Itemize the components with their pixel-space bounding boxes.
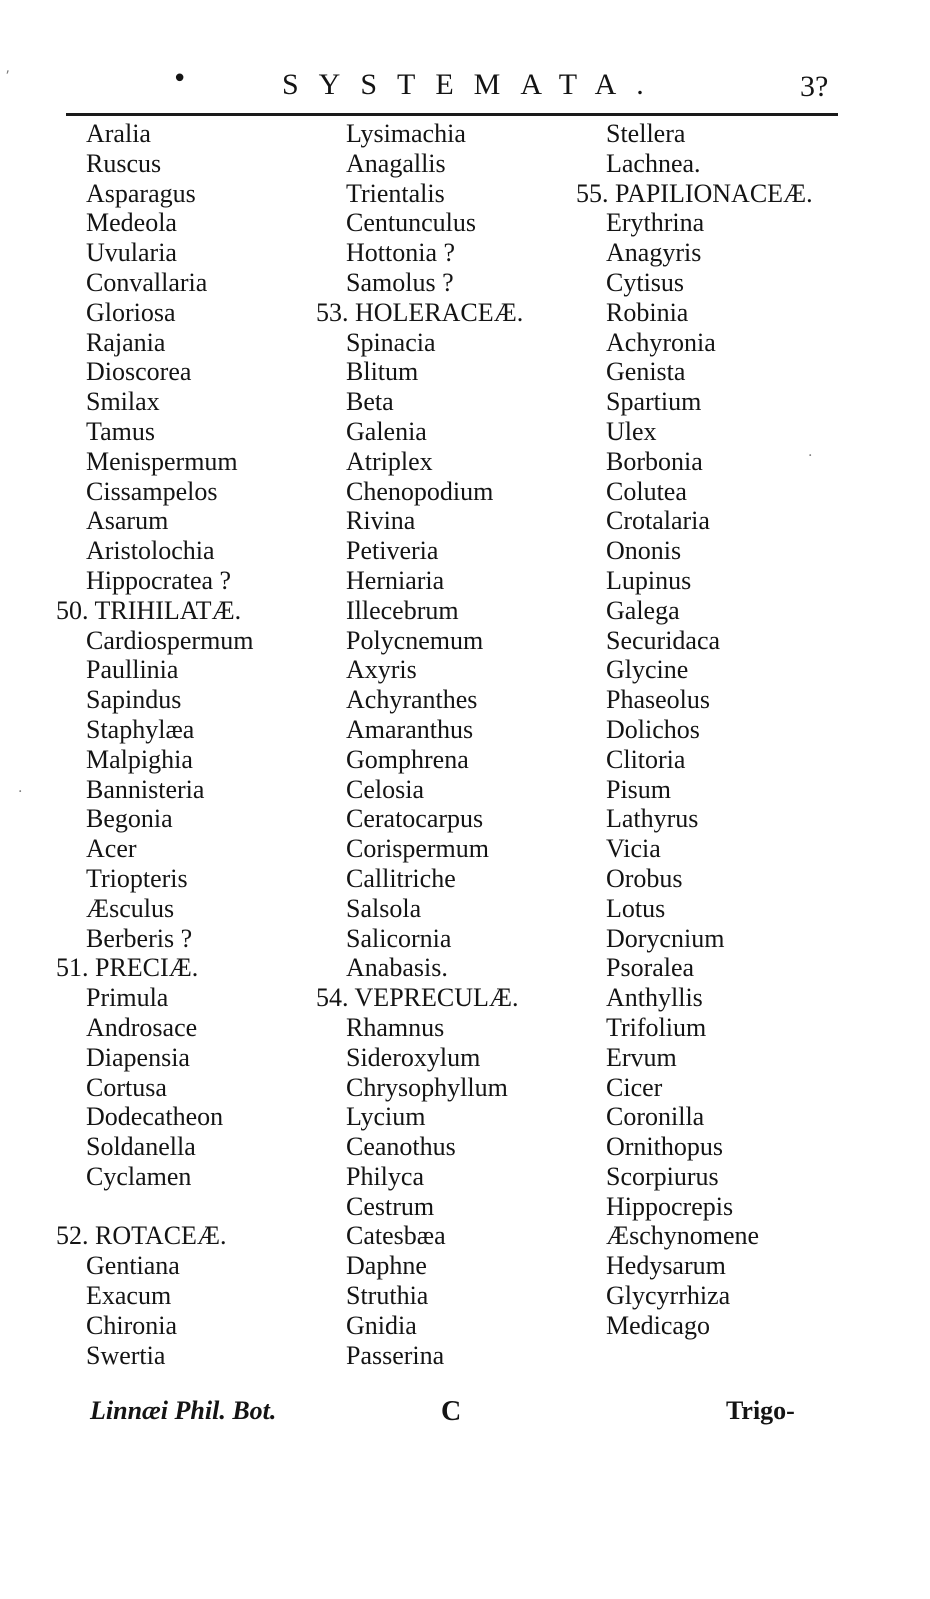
genus-name: Galenia: [346, 416, 427, 446]
genus-name: Petiveria: [346, 536, 439, 566]
page-number: 3?: [800, 70, 829, 103]
signature-title: Linnæi Phil. Bot.: [90, 1396, 277, 1425]
genus-name: Cissampelos: [86, 476, 218, 506]
genus-name: Centunculus: [346, 208, 476, 238]
genus-name: Æsculus: [86, 893, 175, 923]
genus-name: Herniaria: [346, 565, 445, 595]
genus-name: Dioscorea: [86, 357, 192, 387]
genus-name: Bannisteria: [86, 774, 205, 804]
genus-name: Rivina: [346, 506, 416, 536]
genus-name: Hippocratea ?: [86, 565, 232, 595]
genus-name: Dodecatheon: [86, 1102, 224, 1132]
genus-name: Corispermum: [346, 834, 489, 864]
genus-name: Hottonia ?: [346, 238, 456, 268]
genus-name: Robinia: [606, 297, 689, 327]
genus-name: Vicia: [606, 834, 661, 864]
order-heading: 50. TRIHILATÆ.: [56, 595, 242, 625]
genus-name: Lycium: [346, 1102, 426, 1132]
genus-name: Androsace: [86, 1012, 198, 1042]
genus-name: Dorycnium: [606, 923, 725, 953]
genus-name: Anagallis: [346, 148, 446, 178]
genus-name: Dolichos: [606, 714, 700, 744]
genus-name: Catesbæa: [346, 1221, 446, 1251]
genus-name: Colutea: [606, 476, 687, 506]
genus-name: Genista: [606, 357, 686, 387]
genus-name: Berberis ?: [86, 923, 193, 953]
genus-name: Æschynomene: [606, 1221, 760, 1251]
genus-column-2: [316, 119, 646, 1370]
genus-name: Chironia: [86, 1310, 177, 1340]
genus-name: Cortusa: [86, 1072, 167, 1102]
genus-name: Lathyrus: [606, 804, 699, 834]
genus-name: Sapindus: [86, 685, 182, 715]
paper-speck: ⸴: [6, 62, 10, 78]
genus-name: Lysimachia: [346, 119, 466, 148]
genus-name: Ulex: [606, 416, 657, 446]
genus-name: Malpighia: [86, 744, 193, 774]
signature-mark: C: [441, 1396, 462, 1427]
genus-name: Cestrum: [346, 1191, 435, 1221]
genus-column-3: [576, 119, 906, 1341]
genus-name: Securidaca: [606, 625, 721, 655]
genus-name: Cardiospermum: [86, 625, 254, 655]
genus-name: Coronilla: [606, 1102, 705, 1132]
genus-name: Ruscus: [86, 148, 162, 178]
genus-name: Blitum: [346, 357, 419, 387]
genus-name: Trientalis: [346, 178, 445, 208]
genus-name: Erythrina: [606, 208, 705, 238]
page-footer: [0, 1396, 930, 1436]
genus-name: Stellera: [606, 119, 686, 148]
genus-name: Salsola: [346, 893, 422, 923]
header-dot: •: [172, 64, 188, 94]
genus-name: Atriplex: [346, 446, 433, 476]
genus-name: Cicer: [606, 1072, 663, 1102]
genus-name: Ervum: [606, 1042, 677, 1072]
genus-name: Exacum: [86, 1281, 172, 1311]
genus-name: Trifolium: [606, 1012, 707, 1042]
genus-name: Tamus: [86, 416, 155, 446]
genus-name: Achyronia: [606, 327, 716, 357]
running-title: SYSTEMATA.: [282, 68, 664, 101]
genus-name: Smilax: [86, 387, 160, 417]
genus-name: Daphne: [346, 1251, 427, 1281]
genus-name: Paullinia: [86, 655, 179, 685]
genus-name: Cyclamen: [86, 1161, 192, 1191]
genus-name: Scorpiurus: [606, 1161, 719, 1191]
catchword: Trigo-: [726, 1396, 795, 1425]
genus-name: Aristolochia: [86, 536, 215, 566]
genus-name: Gnidia: [346, 1310, 417, 1340]
genus-name: Ornithopus: [606, 1132, 723, 1162]
genus-name: Gloriosa: [86, 297, 176, 327]
genus-name: Glycyrrhiza: [606, 1281, 731, 1311]
genus-name: Amaranthus: [346, 714, 474, 744]
paper-speck: ·: [18, 784, 23, 800]
genus-name: Ononis: [606, 536, 682, 566]
genus-name: Psoralea: [606, 953, 695, 983]
genus-name: Gomphrena: [346, 744, 469, 774]
genus-name: Crotalaria: [606, 506, 710, 536]
order-heading: 54. VEPRECULÆ.: [316, 983, 519, 1013]
genus-name: Anthyllis: [606, 983, 703, 1013]
genus-name: Lupinus: [606, 565, 692, 595]
running-header: [0, 64, 930, 110]
genus-name: Menispermum: [86, 446, 238, 476]
genus-name: Clitoria: [606, 744, 686, 774]
genus-name: Illecebrum: [346, 595, 459, 625]
genus-name: Beta: [346, 387, 394, 417]
header-rule: [66, 113, 838, 116]
genus-name: Rajania: [86, 327, 166, 357]
genus-name: Samolus ?: [346, 267, 454, 297]
genus-name: Lachnea.: [606, 148, 701, 178]
genus-name: Spinacia: [346, 327, 436, 357]
genus-name: Pisum: [606, 774, 672, 804]
genus-name: Callitriche: [346, 863, 456, 893]
order-heading: 53. HOLERACEÆ.: [316, 297, 524, 327]
genus-name: Orobus: [606, 863, 683, 893]
genus-name: Salicornia: [346, 923, 452, 953]
genus-name: Medeola: [86, 208, 177, 238]
order-heading: 55. PAPILIONACEÆ.: [576, 178, 813, 208]
genus-name: Aralia: [86, 119, 151, 148]
blank-line: [86, 1192, 386, 1222]
genus-name: Axyris: [346, 655, 417, 685]
genus-name: Gentiana: [86, 1251, 180, 1281]
genus-name: Medicago: [606, 1310, 710, 1340]
genus-name: Primula: [86, 983, 169, 1013]
genus-name: Anagyris: [606, 238, 702, 268]
genus-name: Diapensia: [86, 1042, 190, 1072]
genus-name: Begonia: [86, 804, 173, 834]
genus-name: Chrysophyllum: [346, 1072, 508, 1102]
genus-name: Uvularia: [86, 238, 177, 268]
genus-name: Swertia: [86, 1340, 166, 1370]
genus-name: Chenopodium: [346, 476, 494, 506]
genus-name: Achyranthes: [346, 685, 478, 715]
genus-name: Glycine: [606, 655, 689, 685]
genus-name: Sideroxylum: [346, 1042, 481, 1072]
genus-name: Staphylæa: [86, 714, 195, 744]
paper-speck: ·: [808, 448, 813, 464]
order-heading: 52. ROTACEÆ.: [56, 1221, 227, 1251]
genus-name: Convallaria: [86, 267, 208, 297]
genus-name: Ceratocarpus: [346, 804, 484, 834]
genus-name: Philyca: [346, 1161, 424, 1191]
genus-name: Anabasis.: [346, 953, 448, 983]
genus-name: Ceanothus: [346, 1132, 456, 1162]
genus-name: Borbonia: [606, 446, 703, 476]
genus-name: Cytisus: [606, 267, 685, 297]
genus-name: Struthia: [346, 1281, 429, 1311]
genus-name: Passerina: [346, 1340, 445, 1370]
genus-name: Lotus: [606, 893, 666, 923]
genus-name: Polycnemum: [346, 625, 484, 655]
genus-name: Asparagus: [86, 178, 196, 208]
genus-name: Phaseolus: [606, 685, 710, 715]
genus-name: Galega: [606, 595, 680, 625]
genus-name: Asarum: [86, 506, 169, 536]
genus-name: Triopteris: [86, 863, 188, 893]
genus-name: Rhamnus: [346, 1012, 445, 1042]
order-heading: 51. PRECIÆ.: [56, 953, 199, 983]
genus-name: Hedysarum: [606, 1251, 726, 1281]
genus-name: Soldanella: [86, 1132, 196, 1162]
genus-name: Spartium: [606, 387, 702, 417]
genus-name: Acer: [86, 834, 137, 864]
genus-name: Hippocrepis: [606, 1191, 734, 1221]
genus-name: Celosia: [346, 774, 424, 804]
